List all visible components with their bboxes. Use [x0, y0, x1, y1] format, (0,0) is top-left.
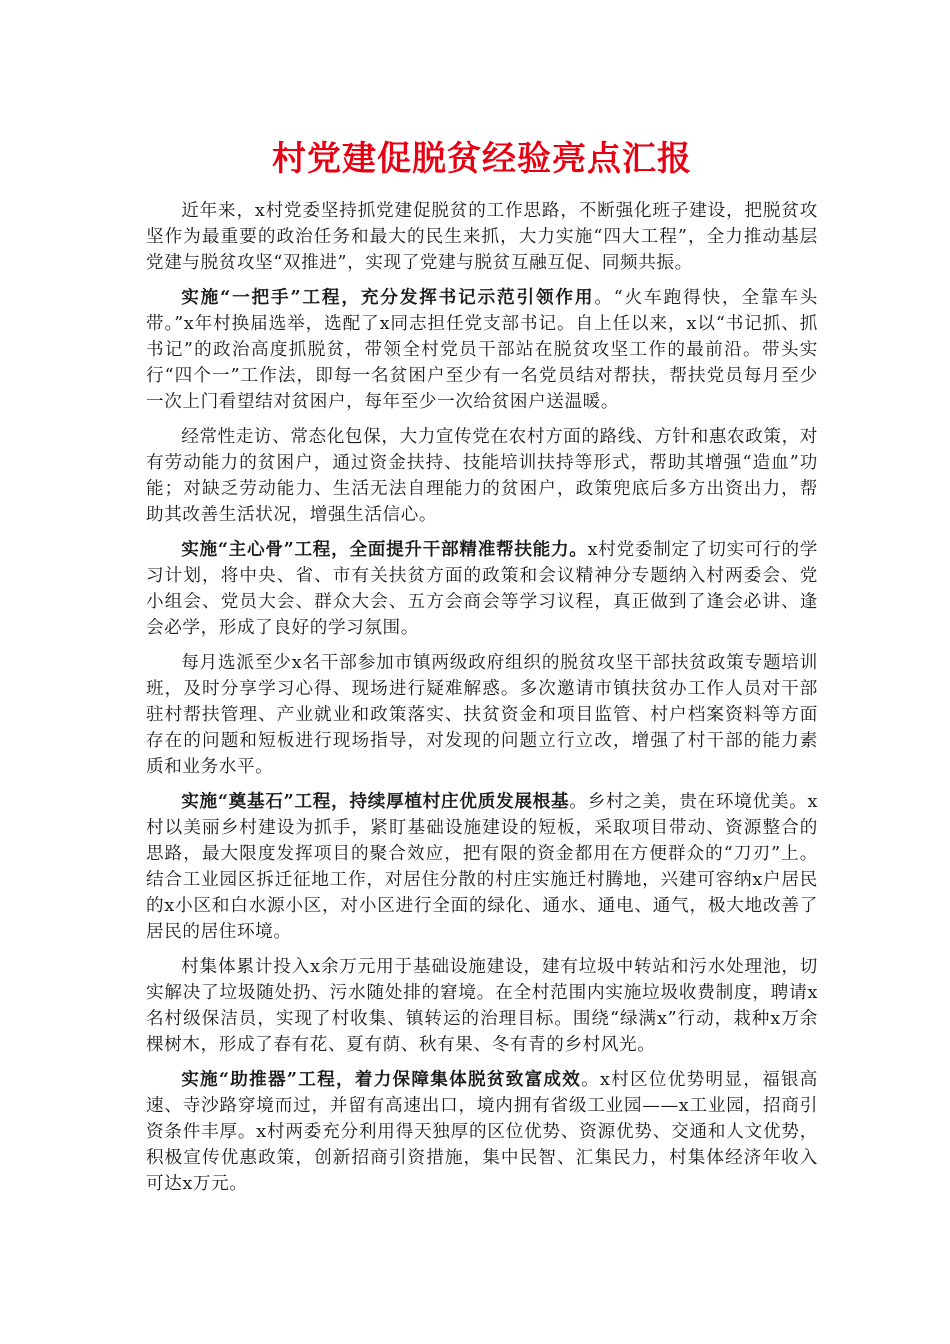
- document-body: [146, 198, 818, 1197]
- paragraph-yibashou: [146, 285, 818, 415]
- paragraph-dianjishi: [146, 789, 818, 945]
- paragraph-text: x村党委制定了切实可行的学习计划，将中央、省、市有关扶贫方面的政策和会议精神分专题纳入村两委会、党小组会、党员大会、群众大会、五方会商会等学习议程，真正做到了逢会必讲、逢会必学，形成了良好的学习氛围。: [146, 540, 818, 638]
- paragraph-text: 。“火车跑得快，全靠车头带。”x年村换届选举，选配了x同志担任党支部书记。自上任以来，x以“书记抓、抓书记”的政治高度抓脱贫，带领全村党员干部站在脱贫攻坚工作的最前沿。带头实行“四个一”工作法，即每一名贫困户至少有一名党员结对帮扶，帮扶党员每月至少一次上门看望结对贫困户，每年至少一次给贫困户送温暖。: [146, 288, 818, 412]
- document-page: [146, 136, 818, 1206]
- paragraph-infrastructure: [146, 954, 818, 1058]
- paragraph-lead: 实施“助推器”工程，着力保障集体脱贫致富成效: [181, 1069, 582, 1090]
- paragraph-text: 近年来，x村党委坚持抓党建促脱贫的工作思路，不断强化班子建设，把脱贫攻坚作为最重要的政治任务和最大的民生来抓，大力实施“四大工程”，全力推动基层党建与脱贫攻坚“双推进”，实现了党建与脱贫互融互促、同频共振。: [146, 201, 818, 273]
- paragraph-lead: 实施“奠基石”工程，持续厚植村庄优质发展根基: [181, 791, 570, 812]
- paragraph-zhutuiqi: [146, 1067, 818, 1197]
- paragraph-zhuxingu: [146, 537, 818, 641]
- paragraph-lead: 实施“主心骨”工程，全面提升干部精准帮扶能力。: [181, 539, 588, 560]
- paragraph-intro: [146, 198, 818, 276]
- paragraph-text: 。x村区位优势明显，福银高速、寺沙路穿境而过，并留有高速出口，境内拥有省级工业园——x工业园，招商引资条件丰厚。x村两委充分利用得天独厚的区位优势、资源优势、交通和人文优势，积极宣传优惠政策，创新招商引资措施，集中民智、汇集民力，村集体经济年收入可达x万元。: [146, 1070, 818, 1194]
- paragraph-text: 每月选派至少x名干部参加市镇两级政府组织的脱贫攻坚干部扶贫政策专题培训班，及时分享学习心得、现场进行疑难解惑。多次邀请市镇扶贫办工作人员对干部驻村帮扶管理、产业就业和政策落实、扶贫资金和项目监管、村户档案资料等方面存在的问题和短板进行现场指导，对发现的问题立行立改，增强了村干部的能力素质和业务水平。: [146, 653, 818, 777]
- document-title: 村党建促脱贫经验亮点汇报: [272, 139, 692, 179]
- paragraph-training: [146, 650, 818, 780]
- paragraph-lead: 实施“一把手”工程，充分发挥书记示范引领作用: [181, 287, 595, 308]
- paragraph-text: 村集体累计投入x余万元用于基础设施建设，建有垃圾中转站和污水处理池，切实解决了垃圾随处扔、污水随处排的窘境。在全村范围内实施垃圾收费制度，聘请x名村级保洁员，实现了村收集、镇转运的治理目标。围绕“绿满x”行动，栽种x万余棵树木，形成了春有花、夏有荫、秋有果、冬有青的乡村风光。: [146, 957, 818, 1055]
- paragraph-text: 。乡村之美，贵在环境优美。x村以美丽乡村建设为抓手，紧盯基础设施建设的短板，采取项目带动、资源整合的思路，最大限度发挥项目的聚合效应，把有限的资金都用在方便群众的“刀刃”上。结合工业园区拆迁征地工作，对居住分散的村庄实施迁村腾地，兴建可容纳x户居民的x小区和白水源小区，对小区进行全面的绿化、通水、通电、通气，极大地改善了居民的居住环境。: [146, 792, 818, 942]
- paragraph-visits: [146, 424, 818, 528]
- paragraph-text: 经常性走访、常态化包保，大力宣传党在农村方面的路线、方针和惠农政策，对有劳动能力的贫困户，通过资金扶持、技能培训扶持等形式，帮助其增强“造血”功能；对缺乏劳动能力、生活无法自理能力的贫困户，政策兜底后多方出资出力，帮助其改善生活状况，增强生活信心。: [146, 427, 818, 525]
